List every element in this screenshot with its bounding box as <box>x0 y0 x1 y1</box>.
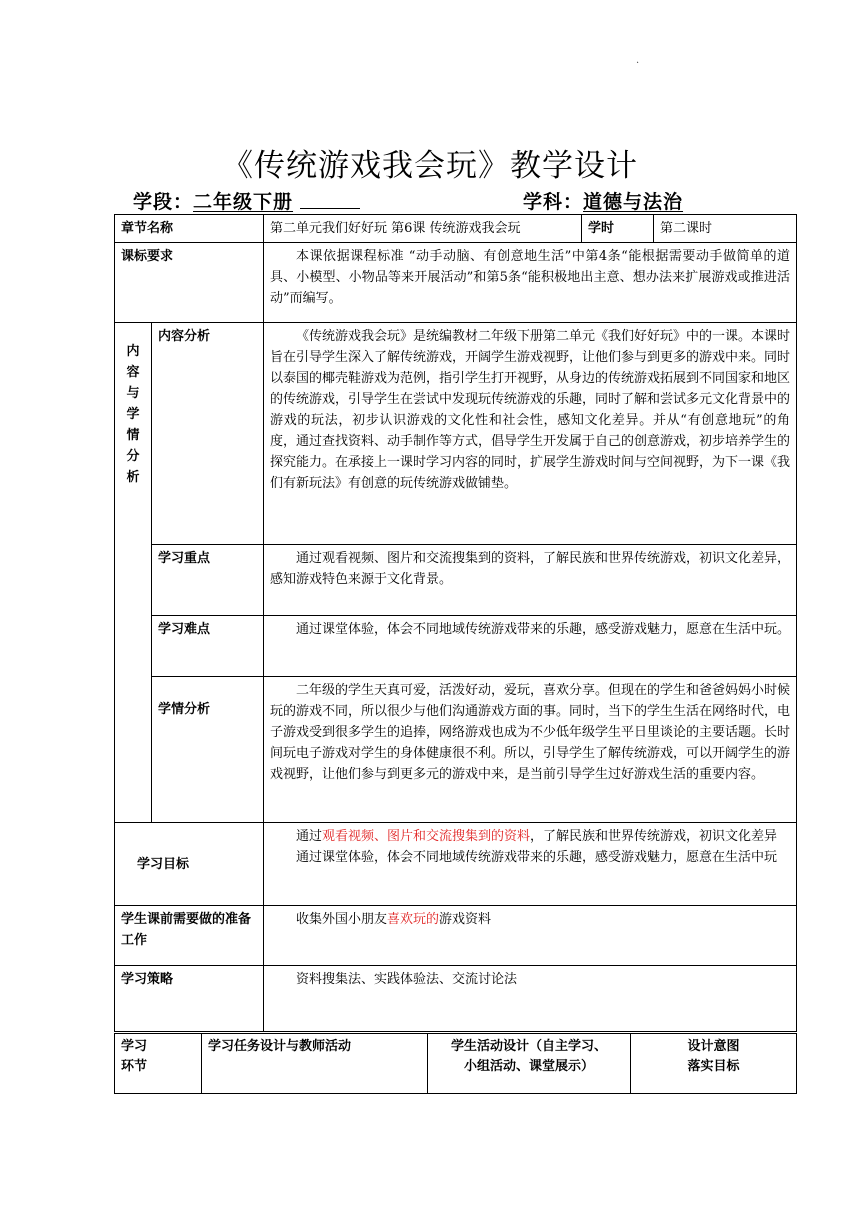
hours-value: 第二课时 <box>654 215 797 243</box>
objective-1-highlight: 观看视频、图片和交流搜集到的资料 <box>322 829 531 844</box>
objective-line-1 <box>270 826 790 847</box>
preparation-text <box>264 906 797 966</box>
design-intent-header-line-1: 设计意图 <box>687 1039 740 1054</box>
chapter-value: 第二单元我们好好玩 第6课 传统游戏我会玩 <box>264 215 582 243</box>
content-analysis-text: 《传统游戏我会玩》是统编教材二年级下册第二单元《我们好好玩》中的一课。本课时旨在引导学生深入了解传统游戏，开阔学生游戏视野，让他们参与到更多的游戏中来。同时以泰国的椰壳鞋游戏为范例，指引学生打开视野，从身边的传统游戏拓展到不同国家和地区的传统游戏，引导学生在尝试中发现玩传统游戏的乐趣，同时了解和尝试多元文化背景中的游戏的玩法，初步认识游戏的文化性和社会性，感知文化差异。并从“有创意地玩”的角度，通过查找资料、动手制作等方式，倡导学生开发属于自己的创意游戏，初步培养学生的探究能力。在承接上一课时学习内容的同时，扩展学生游戏时间与空间视野，为下一课《我们有新玩法》有创意的玩传统游戏做铺垫。 <box>264 323 797 545</box>
content-analysis-label: 内容分析 <box>152 323 264 545</box>
row-preparation <box>115 906 797 966</box>
key-points-label: 学习重点 <box>152 545 264 616</box>
student-activity-header-line-1: 学生活动设计（自主学习、 <box>450 1039 607 1054</box>
objectives-label: 学习目标 <box>115 823 264 906</box>
preparation-text-b: 游戏资料 <box>439 912 492 927</box>
difficulties-label: 学习难点 <box>152 616 264 677</box>
step-phase-header <box>115 1034 202 1094</box>
content-and-student-analysis-group-label <box>115 323 152 823</box>
objective-1-text-a: 通过 <box>296 829 323 844</box>
step-phase-header-line-1: 学习 <box>121 1039 148 1054</box>
group-char: 容 <box>126 365 140 380</box>
lesson-design-table <box>114 214 797 1032</box>
grade-label: 学段： <box>133 191 194 213</box>
group-char: 内 <box>126 344 140 359</box>
subject-value: 道德与法治 <box>583 191 684 213</box>
row-student-analysis <box>115 677 797 823</box>
objectives-text <box>264 823 797 906</box>
student-analysis-label: 学情分析 <box>152 677 264 823</box>
row-standard <box>115 243 797 323</box>
document-title: 《传统游戏我会玩》教学设计 <box>222 148 638 184</box>
standard-label: 课标要求 <box>115 243 264 323</box>
student-analysis-text: 二年级的学生天真可爱，活泼好动，爱玩，喜欢分享。但现在的学生和爸爸妈妈小时候玩的游戏不同，所以很少与他们沟通游戏方面的事。同时，当下的学生生活在网络时代，电子游戏受到很多学生的追捧，网络游戏也成为不少低年级学生平日里谈论的主要话题。长时间玩电子游戏对学生的身体健康很不利。所以，引导学生了解传统游戏，可以开阔学生的游戏视野，让他们参与到更多元的游戏中来，是当前引导学生过好游戏生活的重要内容。 <box>264 677 797 823</box>
page-dot: · <box>636 58 640 69</box>
group-char: 学 <box>126 407 140 422</box>
strategy-text: 资料搜集法、实践体验法、交流讨论法 <box>264 966 797 1032</box>
difficulties-text: 通过课堂体验，体会不同地域传统游戏带来的乐趣，感受游戏魅力，愿意在生活中玩。 <box>264 616 797 677</box>
preparation-text-a: 收集外国小朋友 <box>296 912 388 927</box>
hours-label: 学时 <box>582 215 654 243</box>
teaching-steps-table <box>114 1033 797 1094</box>
objective-1-text-b: ，了解民族和世界传统游戏，初识文化差异 <box>530 829 778 844</box>
row-difficulties <box>115 616 797 677</box>
student-activity-header-line-2: 小组活动、课堂展示） <box>463 1059 594 1074</box>
design-intent-header-line-2: 落实目标 <box>687 1059 740 1074</box>
design-intent-header <box>631 1034 797 1094</box>
preparation-label: 学生课前需要做的准备工作 <box>115 906 264 966</box>
strategy-label: 学习策略 <box>115 966 264 1032</box>
subject-label: 学科： <box>523 191 584 213</box>
standard-text: 本课依据课程标准 “动手动脑、有创意地生活”中第4条“能根据需要动手做简单的道具、小模型、小物品等来开展活动”和第5条“能积极地出主意、想办法来扩展游戏或推进活动”而编写。 <box>264 243 797 323</box>
chapter-label: 章节名称 <box>115 215 264 243</box>
teacher-activity-header: 学习任务设计与教师活动 <box>202 1034 428 1094</box>
steps-header-row <box>115 1034 797 1094</box>
group-char: 析 <box>126 470 140 485</box>
grade-meta <box>133 187 293 214</box>
grade-underline <box>300 208 360 209</box>
row-key-points <box>115 545 797 616</box>
group-char: 分 <box>126 449 140 464</box>
step-phase-header-line-2: 环节 <box>121 1059 148 1074</box>
objective-line-2: 通过课堂体验，体会不同地域传统游戏带来的乐趣，感受游戏魅力，愿意在生活中玩 <box>296 850 778 865</box>
student-activity-header <box>428 1034 631 1094</box>
row-strategy <box>115 966 797 1032</box>
subject-meta <box>523 187 683 214</box>
grade-value: 二年级下册 <box>193 191 294 213</box>
row-chapter <box>115 215 797 243</box>
row-objectives <box>115 823 797 906</box>
group-char: 情 <box>126 428 140 443</box>
key-points-text: 通过观看视频、图片和交流搜集到的资料，了解民族和世界传统游戏，初识文化差异，感知游戏特色来源于文化背景。 <box>264 545 797 616</box>
preparation-highlight: 喜欢玩的 <box>387 912 440 927</box>
group-char: 与 <box>126 386 140 401</box>
row-content-analysis <box>115 323 797 545</box>
